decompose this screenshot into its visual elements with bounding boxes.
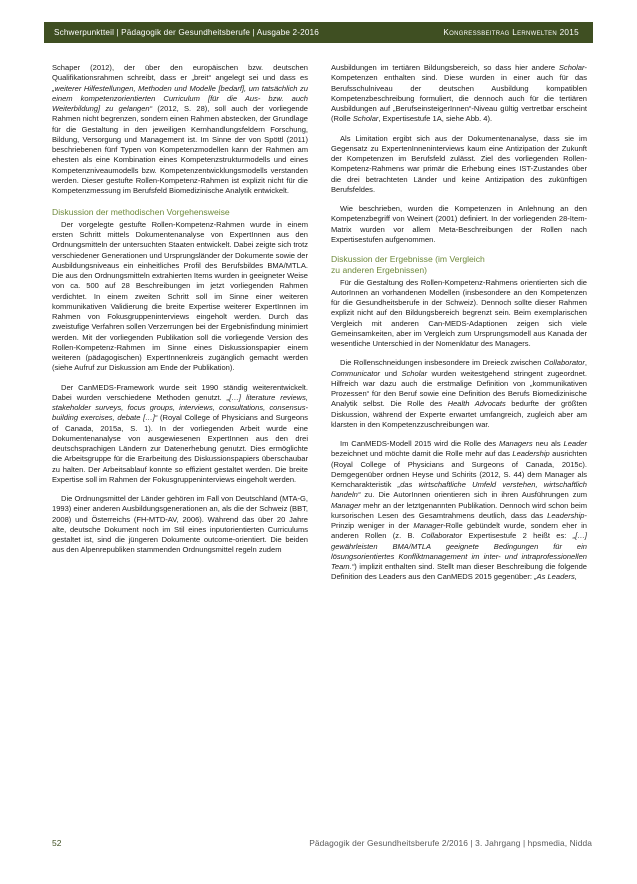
header-breadcrumb: Schwerpunktteil | Pädagogik der Gesundheitsberufe | Ausgabe 2-2016 [54, 28, 319, 37]
paragraph: Der vorgelegte gestufte Rollen-Kompetenz-Rahmen wurde in einem ersten Schritt mittels Dokumentenanalyse von ExpertInnen aus den Ordnungsmitteln der untersuchten Staaten entwickelt. Dabei zeigte sich trotz verschiedener Generationen und Ursprungsländer der Dokumente sowie der Ausbildungsniveaus ein einheitliches Profil des Berufsbildes BMA/MTLA. Die aus den Ordnungsmitteln extrahierten Items wurden in geeigneter Weise von ca. 500 auf 28 Beschreibungen im jetzt vorliegenden Rahmen verdichtet. In einem zweiten Schritt soll im Sinne einer weiteren kommunikativen Validierung die breite Expertise weiterer ExpertInnen im Rahmen von Fokusgruppeninterviews eingeholt werden. Durch das zweistufige Verfahren sollen Verzerrungen bei der Ergebnisfindung minimiert werden. Mit der vorliegenden Publikation soll die vorliegende Version des Rollen-Kompetenz-Rahmen im Sinne eines Diskussionspapier einem weiteren (pädagogischen) ExpertInnenkreis zugänglich gemacht werden (siehe Aufruf zur Diskussion am Ende der Publikation). [52, 219, 308, 373]
section-heading-ergebnisdiskussion [331, 254, 587, 276]
page-footer [52, 838, 592, 850]
page-number: 52 [52, 838, 62, 848]
section-heading-line-1: Diskussion der Ergebnisse (im Vergleich [331, 254, 485, 264]
paragraph: Die Ordnungsmittel der Länder gehören im Fall von Deutschland (MTA-G, 1993) einer anderen Ausbildungsgenerationen an, als die der Schweiz (BBT, 2008) und Österreichs (FH-MTD-AV, 2006). Während das über 20 Jahre alte, deutsche Dokument noch im Stil eines inputorientierten Curriculums gestaltet ist, sind die jüngeren Dokumente outcome-orientiert. Die beiden aus den Alpenrepubliken stammenden Ordnungsmittel regeln zudem [52, 494, 308, 555]
page-header-band [44, 22, 593, 43]
paragraph: Ausbildungen im tertiären Bildungsbereich, so dass hier andere Scholar-Kompetenzen enthalten sind. Diese wurden in einer auch für das Berufsschulniveau der deutschen Ausbildung kompatiblen Kompetenzbeschreibung formuliert, die dennoch auch für die tertiären Ausbildungen auf „BerufseinsteigerInnen“-Niveau gültig vertretbar erscheint (Rolle Scholar, Expertisestufe 1A, siehe Abb. 4). [331, 63, 587, 124]
paragraph: Als Limitation ergibt sich aus der Dokumentenanalyse, dass sie im Gegensatz zu ExpertenInneninterviews kaum eine Antizipation der Zukunft der Kompetenzen im Berufsfeld zulässt. Ziel des vorliegenden Rollen-Kompetenz-Rahmens war primär die Erhebung eines IST-Zustandes über die drei betrachteten Länder und keine Antizipation des zukünftigen Berufsfeldes. [331, 133, 587, 194]
paragraph: Die Rollenschneidungen insbesondere im Dreieck zwischen Collaborator, Communicator und Scholar wurden weitestgehend stringent zugeordnet. Hilfreich war dazu auch die erstmalige Definition von „kommunikativen Prozessen“ für den Beruf sowie eine Definition des Berufs Biomedizinische Analytik selbst. Die Rolle des Health Advocats bedurfte der größten Diskussion, während der Experte erwartet umfangreich, zugleich aber am klarsten in den Kompetenzzuschreibungen war. [331, 358, 587, 429]
paragraph: Im CanMEDS-Modell 2015 wird die Rolle des Managers neu als Leader bezeichnet und möchte damit die Rolle mehr auf das Leadership ausrichten (Royal College of Physicians and Surgeons of Canada, 2015c). Demgegenüber ordnen Heyse und Schirits (2012, S. 44) dem Manager als Kerncharakteristik „das wirtschaftliche Umfeld verstehen, wirtschaftlich handeln“ zu. Die AutorInnen orientieren sich in ihren Ausführungen zum Manager mehr an der letztgenannten Publikation. Dennoch wird schon beim kursorischen Lesen des Gesamtrahmens deutlich, dass das Leadership-Prinzip weniger in der Manager-Rolle gebündelt wurde, sondern eher in anderen Rollen (z. B. Collaborator Expertisestufe 2 heißt es: „[…] gewährleisten BMA/MTLA geeignete Bedingungen für ein lösungsorientiertes Konfliktmanagement im inter- und intraprofessionellen Team.“) implizit enthalten sind. Stellt man dieser Beschreibung die folgende Definition des Leaders aus den CanMEDS 2015 gegenüber: „As Leaders, [331, 439, 587, 582]
paragraph: Für die Gestaltung des Rollen-Kompetenz-Rahmens orientierten sich die AutorInnen an vorhandenen Modellen (insbesondere an den Kompetenzen für die Gesundheitsberufe in der Schweiz). Dennoch sollte dieser Rahmen explizit nicht auf den Bildungsbereich begrenzt sein. Beim exemplarischen Vergleich mit anderen Can-MEDS-Adaptionen zeigen sich viele Gemeinsamkeiten, aber im Vergleich zum Ursprungsmodell aus Kanada der wesentliche Unterschied in der Nomenklatur des Managers. [331, 277, 587, 348]
paragraph: Schaper (2012), der über den europäischen bzw. deutschen Qualifikationsrahmen schreibt, dass er „breit“ angelegt sei und dass es „weiterer Hilfestellungen, Methoden und Modelle [bedarf], um tatsächlich zu einem kompetenzorientierten Curriculum [für die Aus- bzw. auch Weiterbildung] zu gelangen“ (2012, S. 28), soll auch der vorliegende Rahmen nicht begrenzen, sondern einen Rahmen abstecken, der Grundlage für die Gestaltung in den jeweiligen Kernhandlungsfeldern Forschung, Bildung, Versorgung und Management ist. Im Sinne der von Spöttl (2011) beschriebenen fünf Typen von Kompetenzmodellen kann der Rahmen am ehesten als eine Kombination eines Kompetenzstrukturmodells und eines Kompetenzniveaumodells bzw. Kompetenzentwicklungsmodells verstanden werden. Dieser gestufte Rollen-Kompetenz-Rahmen ist explizit nicht für die Kompetenzmessung im Berufsfeld Biomedizinische Analytik entwickelt. [52, 63, 308, 195]
left-column [52, 63, 308, 823]
section-heading-line-2: zu anderen Ergebnissen) [331, 265, 428, 275]
footer-journal-info: Pädagogik der Gesundheitsberufe 2/2016 | 3. Jahrgang | hpsmedia, Nidda [309, 838, 592, 848]
article-body [52, 63, 587, 823]
right-column [331, 63, 587, 823]
paragraph: Wie beschrieben, wurden die Kompetenzen in Anlehnung an den Kompetenzbegriff von Weinert (2001) definiert. In der vorliegenden 28-Item-Matrix wurden vor allem Meta-Beschreibungen der Rollen nach Expertisestufen aufgenommen. [331, 204, 587, 244]
section-heading-methodendiskussion: Diskussion der methodischen Vorgehensweise [52, 207, 230, 218]
paragraph: Der CanMEDS-Framework wurde seit 1990 ständig weiterentwickelt. Dabei wurden verschiedene Methoden genutzt. „[…] literature reviews, stakeholder surveys, focus groups, interviews, consultations, consensus-building exercises, debate […]“ (Royal College of Physicians and Surgeons of Canada, 2015a, S. 1). In der vorliegenden Arbeit wurde eine Dokumentenanalyse von ausgewiesenen ExpertInnen aus den drei deutschsprachigen Ländern zur Datenerhebung genutzt. Dies ermöglichte die Arbeitsgruppe für die Erarbeitung des Diskussionspapiers überschaubar zu halten. Der Arbeitsablauf konnte so effizient gestaltet werden. Die breite Expertise soll im Rahmen der Fokusgruppeninterviews eingeholt werden. [52, 382, 308, 484]
header-issue-label: Kongressbeitrag Lernwelten 2015 [443, 28, 579, 37]
